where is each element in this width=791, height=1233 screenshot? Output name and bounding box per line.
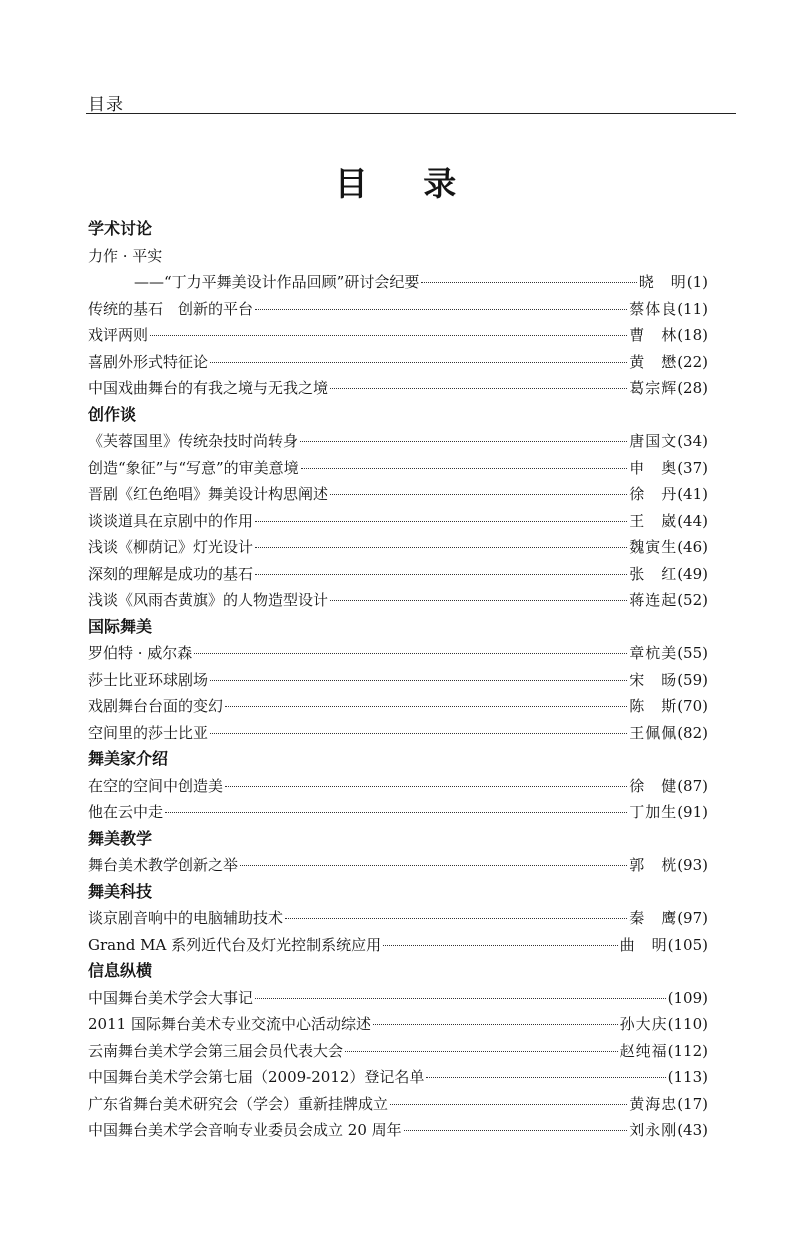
entry-page: (34) (677, 432, 708, 450)
entry-title: 《芙蓉国里》传统杂技时尚转身 (88, 432, 299, 450)
entry-title: 空间里的莎士比亚 (88, 723, 209, 742)
dot-leader (421, 282, 636, 283)
entry-title: 力作 · 平实 (88, 246, 163, 265)
entry-page: (28) (677, 379, 708, 397)
entry-title: 莎士比亚环球剧场 (88, 670, 209, 689)
entry-page: (18) (677, 326, 708, 344)
entry-title: 中国舞台美术学会第七届（2009-2012）登记名单 (88, 1068, 425, 1086)
entry-author: 张 红 (629, 564, 678, 583)
entry-title: ——“丁力平舞美设计作品回顾”研讨会纪要 (134, 273, 420, 291)
toc-entry (88, 243, 708, 270)
entry-page: (82) (677, 723, 708, 742)
entry-author: 晓 明 (638, 273, 687, 291)
entry-title: 中国舞台美术学会大事记 (88, 988, 254, 1007)
entry-author: 秦 鹰 (629, 909, 678, 927)
toc-entry (88, 640, 708, 667)
dot-leader (300, 441, 627, 442)
dot-leader (225, 786, 627, 787)
entry-title: 创造“象征”与“写意”的审美意境 (88, 458, 299, 477)
entry-author: 徐 丹 (629, 485, 678, 503)
toc-entry (88, 481, 708, 508)
entry-title: 戏评两则 (88, 326, 149, 344)
entry-page: (97) (677, 909, 708, 927)
dot-leader (404, 1130, 628, 1131)
entry-page: (46) (677, 538, 708, 556)
dot-leader (373, 1024, 618, 1025)
entry-author: 王 崴 (629, 511, 678, 530)
entry-page: (1) (686, 273, 708, 291)
section-title: 国际舞美 (88, 616, 153, 636)
entry-title: 他在云中走 (88, 803, 164, 821)
toc-entry (88, 852, 708, 879)
entry-page: (37) (677, 458, 708, 477)
dot-leader (301, 468, 628, 469)
entry-page: (70) (677, 697, 708, 715)
entry-title: 中国戏曲舞台的有我之境与无我之境 (88, 379, 329, 397)
toc-entry (88, 375, 708, 402)
entry-author: 王佩佩 (629, 723, 678, 742)
entry-title: 谈谈道具在京剧中的作用 (88, 511, 254, 530)
toc-entry (88, 1091, 708, 1118)
entry-title: 传统的基石 创新的平台 (88, 299, 254, 318)
toc-entry (88, 534, 708, 561)
toc-entry (88, 985, 708, 1012)
toc-entry (88, 905, 708, 932)
entry-title: 谈京剧音响中的电脑辅助技术 (88, 909, 284, 927)
entry-title: Grand MA 系列近代台及灯光控制系统应用 (88, 935, 382, 954)
dot-leader (210, 733, 627, 734)
toc-entry (88, 587, 708, 614)
dot-leader (150, 335, 627, 336)
dot-leader (330, 494, 627, 495)
entry-author: 郭 桄 (629, 856, 678, 874)
toc-entry (88, 1011, 708, 1038)
header-rule (86, 113, 736, 114)
section-title: 学术讨论 (88, 219, 153, 238)
toc-entry (88, 322, 708, 349)
entry-page: (49) (677, 564, 708, 583)
entry-title: 浅谈《柳荫记》灯光设计 (88, 538, 254, 556)
entry-title: 中国舞台美术学会音响专业委员会成立 20 周年 (88, 1121, 402, 1139)
dot-leader (255, 998, 666, 999)
entry-page: (43) (677, 1121, 708, 1139)
entry-title: 罗伯特 · 威尔森 (88, 644, 193, 662)
entry-author: 黄 懋 (629, 352, 678, 371)
entry-author: 曹 林 (629, 326, 678, 344)
entry-title: 浅谈《风雨杏黄旗》的人物造型设计 (88, 591, 329, 609)
dot-leader (225, 706, 627, 707)
dot-leader (383, 945, 618, 946)
dot-leader (210, 680, 627, 681)
entry-title: 在空的空间中创造美 (88, 776, 224, 795)
entry-page: (112) (667, 1041, 708, 1060)
toc-entry (88, 561, 708, 588)
entry-title: 云南舞台美术学会第三届会员代表大会 (88, 1041, 344, 1060)
dot-leader (194, 653, 627, 654)
toc-entry (88, 428, 708, 455)
entry-author: 宋 旸 (629, 670, 678, 689)
toc-entry (88, 508, 708, 535)
toc-entry (88, 932, 708, 959)
entry-page: (113) (667, 1068, 708, 1086)
entry-page: (11) (677, 299, 708, 318)
entry-page: (55) (677, 644, 708, 662)
dot-leader (390, 1104, 627, 1105)
dot-leader (240, 865, 627, 866)
toc-entry (88, 667, 708, 694)
entry-page: (52) (677, 591, 708, 609)
entry-author: 蔡体良 (629, 299, 678, 318)
entry-page: (41) (677, 485, 708, 503)
toc-entry (88, 720, 708, 747)
entry-title: 2011 国际舞台美术专业交流中心活动综述 (88, 1015, 371, 1033)
dot-leader (255, 547, 627, 548)
toc-entry (88, 799, 708, 826)
entry-page: (93) (677, 856, 708, 874)
page-title: 目 录 (334, 164, 479, 203)
entry-author: 申 奥 (629, 458, 678, 477)
entry-author: 丁加生 (629, 803, 678, 821)
entry-author: 蒋连起 (629, 591, 678, 609)
toc-entry (88, 269, 708, 296)
entry-page: (87) (677, 776, 708, 795)
entry-author: 魏寅生 (629, 538, 678, 556)
dot-leader (255, 521, 627, 522)
table-of-contents (88, 216, 708, 1144)
toc-entry (88, 1064, 708, 1091)
entry-page: (44) (677, 511, 708, 530)
section-title: 创作谈 (88, 404, 137, 424)
dot-leader (165, 812, 627, 813)
entry-page: (109) (667, 988, 708, 1007)
entry-page: (22) (677, 352, 708, 371)
dot-leader (426, 1077, 665, 1078)
section-title: 舞美科技 (88, 881, 153, 901)
entry-page: (17) (677, 1094, 708, 1113)
entry-title: 舞台美术教学创新之举 (88, 856, 239, 874)
entry-author: 徐 健 (629, 776, 678, 795)
entry-author: 孙大庆 (619, 1015, 668, 1033)
toc-entry (88, 693, 708, 720)
entry-page: (105) (667, 935, 708, 954)
section-title: 舞美家介绍 (88, 749, 169, 768)
dot-leader (255, 574, 627, 575)
toc-entry (88, 1117, 708, 1144)
entry-title: 晋剧《红色绝唱》舞美设计构思阐述 (88, 485, 329, 503)
entry-title: 广东省舞台美术研究会（学会）重新挂牌成立 (88, 1094, 389, 1113)
entry-author: 刘永刚 (629, 1121, 678, 1139)
entry-author: 黄海忠 (629, 1094, 678, 1113)
entry-title: 喜剧外形式特征论 (88, 352, 209, 371)
entry-author: 赵纯福 (619, 1041, 668, 1060)
section-title: 舞美教学 (88, 828, 153, 848)
dot-leader (210, 362, 627, 363)
dot-leader (330, 388, 627, 389)
dot-leader (330, 600, 627, 601)
entry-author: 唐国文 (629, 432, 678, 450)
toc-entry (88, 455, 708, 482)
dot-leader (255, 309, 627, 310)
toc-entry (88, 349, 708, 376)
entry-author: 曲 明 (619, 935, 668, 954)
dot-leader (345, 1051, 618, 1052)
entry-title: 戏剧舞台台面的变幻 (88, 697, 224, 715)
running-head: 目录 (88, 95, 124, 115)
toc-entry (88, 1038, 708, 1065)
entry-page: (110) (667, 1015, 708, 1033)
entry-title: 深刻的理解是成功的基石 (88, 564, 254, 583)
entry-author: 葛宗辉 (629, 379, 678, 397)
toc-entry (88, 296, 708, 323)
entry-page: (59) (677, 670, 708, 689)
section-title: 信息纵横 (88, 961, 153, 980)
toc-entry (88, 773, 708, 800)
entry-author: 陈 斯 (629, 697, 678, 715)
entry-author: 章杭美 (629, 644, 678, 662)
entry-page: (91) (677, 803, 708, 821)
dot-leader (285, 918, 627, 919)
